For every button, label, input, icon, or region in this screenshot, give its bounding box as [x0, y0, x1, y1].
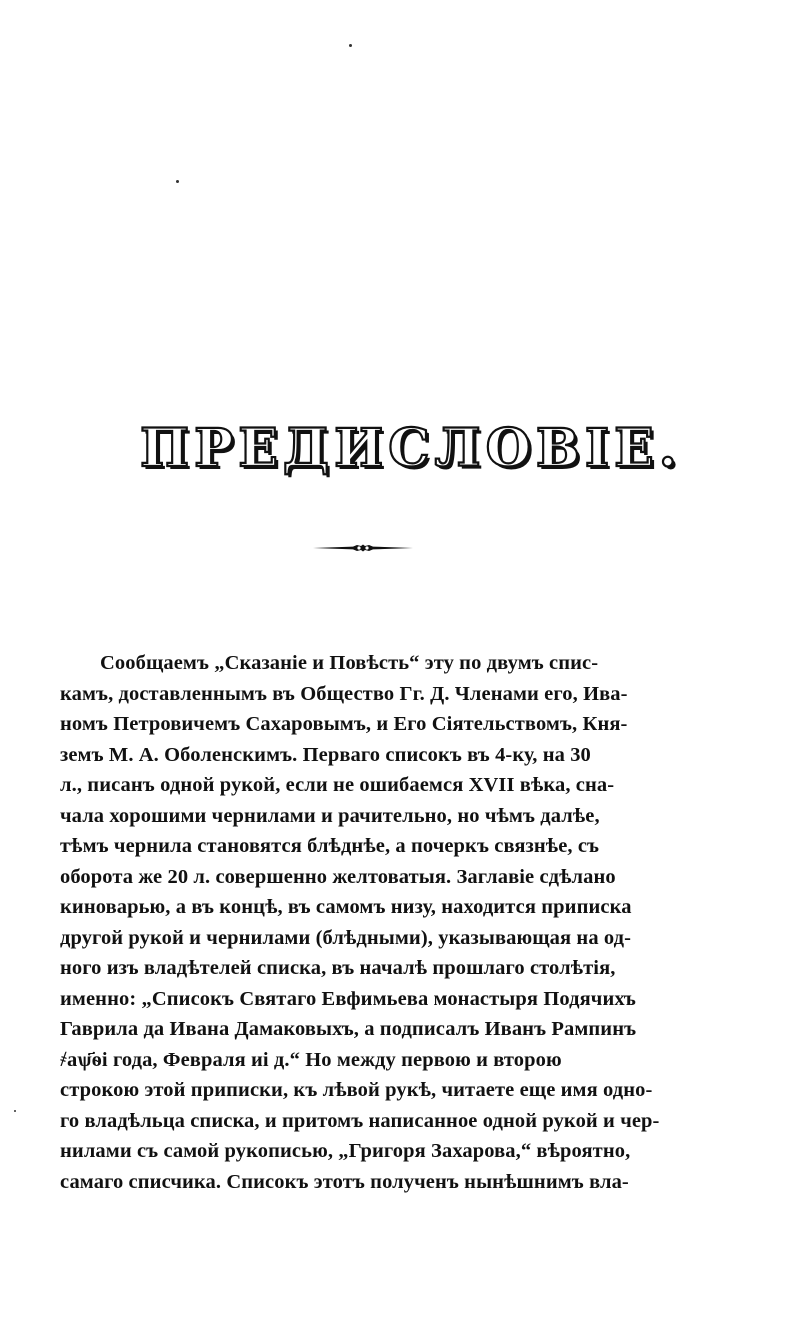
text-line: ного изъ владѣтелей списка, въ началѣ прошлаго столѣтія, — [60, 957, 616, 979]
text-line: другой рукой и чернилами (блѣдными), указывающая на од- — [60, 926, 632, 949]
ink-speck — [349, 44, 352, 47]
text-line: Сообщаемъ „Сказаніе и Повѣсть“ эту по двумъ спис- — [100, 652, 599, 674]
text-line: го владѣльца списка, и притомъ написанное одной рукой и чер- — [60, 1109, 660, 1132]
ornamental-divider — [313, 543, 413, 553]
text-line: чала хорошими чернилами и рачительно, но чѣмъ далѣе, — [60, 804, 600, 827]
ink-speck — [14, 1110, 16, 1112]
text-line: Гаврила да Ивана Дамаковыхъ, а подписалъ Иванъ Рампинъ — [60, 1018, 637, 1040]
text-line: именно: „Списокъ Святаго Евфимьева монастыря Подячихъ — [60, 987, 636, 1010]
text-line: оборота же 20 л. совершенно желтоватыя. Заглавіе сдѣлано — [60, 865, 616, 888]
text-line: нилами съ самой рукописью, „Григоря Захарова,“ вѣроятно, — [60, 1140, 631, 1162]
text-line: л., писанъ одной рукой, если не ошибаемся XVII вѣка, сна- — [60, 774, 615, 796]
text-line: ҂аѱ҃ѳі года, Февраля иі д.“ Но между первою и второю — [60, 1048, 562, 1071]
page-title: ПРЕДИСЛОВІЕ. — [140, 418, 682, 479]
text-line: самаго списчика. Списокъ этотъ полученъ нынѣшнимъ вла- — [60, 1170, 629, 1193]
text-line: камъ, доставленнымъ въ Общество Гг. Д. Членами его, Ива- — [60, 682, 628, 705]
preface-text — [60, 648, 720, 1197]
text-line: киноварью, а въ концѣ, въ самомъ низу, находится приписка — [60, 896, 632, 918]
text-line: строкою этой приписки, къ лѣвой рукѣ, читаете еще имя одно- — [60, 1079, 653, 1101]
text-line: земъ М. А. Оболенскимъ. Перваго списокъ въ 4-ку, на 30 — [60, 743, 591, 766]
text-line: тѣмъ чернила становятся блѣднѣе, а почеркъ связнѣе, съ — [60, 835, 600, 857]
text-line: номъ Петровичемъ Сахаровымъ, и Его Сіятельствомъ, Кня- — [60, 713, 628, 735]
ink-speck — [176, 180, 179, 183]
